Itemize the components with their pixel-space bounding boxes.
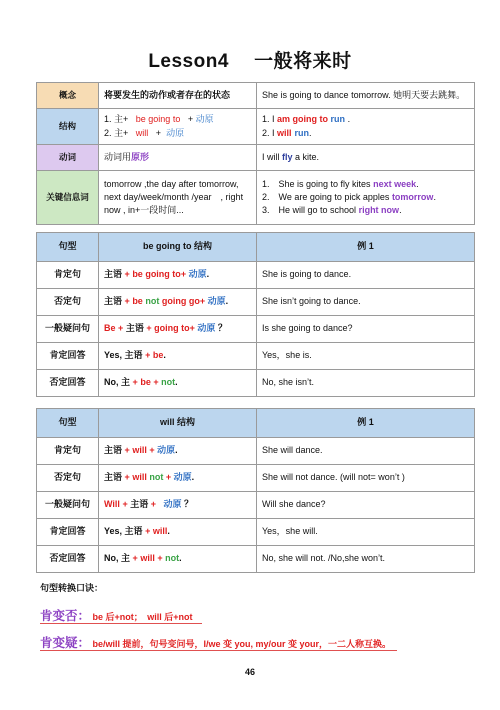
conversion-tips-heading: 句型转换口诀：	[40, 583, 104, 593]
table-row: 肯定回答 Yes, 主语 + will. Yes，she will.	[37, 519, 475, 546]
rule-text: be 后+not； will 后+not	[92, 612, 193, 622]
structure-examples	[257, 109, 475, 145]
structure-cell: Be + 主语 + going to+ 动原 ？	[99, 316, 257, 343]
rule-underline	[40, 623, 202, 624]
structure-example-1: 1. I am going to run .	[262, 114, 351, 125]
concept-label: 概念	[37, 83, 99, 109]
header-structure: be going to 结构	[99, 233, 257, 262]
table-row: 否定回答 No, 主 + be + not. No, she isn’t.	[37, 370, 475, 397]
affirmative-to-negative-rule	[40, 606, 193, 624]
concept-row	[37, 83, 475, 109]
rule-underline	[40, 650, 397, 651]
keywords-label: 关键信息词	[37, 171, 99, 225]
table-header	[37, 409, 475, 438]
table-row: 否定回答 No, 主 + will + not. No, she will not. /No,she won’t.	[37, 546, 475, 573]
be-going-to-table	[36, 232, 475, 397]
structure-row	[37, 109, 475, 145]
rule-text: be/will 提前，句号变问号，I/we 变 you, my/our 变 your，一二人称互换。	[92, 639, 392, 649]
rule-lead: 肯变疑：	[40, 636, 91, 650]
rule-lead: 肯变否：	[40, 609, 91, 623]
keywords-text: tomorrow ,the day after tomorrow, next day/week/month /year , right now , in+一段时间...	[99, 171, 257, 225]
structure-formulas	[99, 109, 257, 145]
formula-going-to: 1. 主+ be going to + 动原	[104, 114, 214, 125]
table-row: 肯定句 主语 + be going to+ 动原. She is going to dance.	[37, 262, 475, 289]
header-example: 例 1	[257, 409, 475, 438]
structure-cell: Yes, 主语 + be.	[99, 343, 257, 370]
verb-row	[37, 145, 475, 171]
header-sentence-type: 句型	[37, 233, 99, 262]
keywords-row	[37, 171, 475, 225]
verb-rule: 动词用原形	[99, 145, 257, 171]
keywords-examples	[257, 171, 475, 225]
table-row: 肯定回答 Yes, 主语 + be. Yes，she is.	[37, 343, 475, 370]
keyword-example-3: 3. He will go to school right now.	[262, 205, 402, 216]
verb-example: I will fly a kite.	[257, 145, 475, 171]
structure-cell: Yes, 主语 + will.	[99, 519, 257, 546]
formula-will: 2. 主+ will + 动原	[104, 127, 185, 138]
concept-example: She is going to dance tomorrow. 她明天要去跳舞。	[257, 83, 475, 109]
structure-cell: 主语 + will not + 动原.	[99, 465, 257, 492]
table-row: 否定句 主语 + will not + 动原. She will not dance. (will not= won’t )	[37, 465, 475, 492]
concept-meaning: 将要发生的动作或者存在的状态	[99, 83, 257, 109]
affirmative-to-question-rule	[40, 633, 391, 651]
keyword-example-1: 1. She is going to fly kites next week.	[262, 178, 419, 189]
table-row: 一般疑问句 Will + 主语 + 动原 ？ Will she dance?	[37, 492, 475, 519]
page-number: 46	[244, 667, 255, 677]
table-row: 肯定句 主语 + will + 动原. She will dance.	[37, 438, 475, 465]
structure-cell: 主语 + be going to+ 动原.	[99, 262, 257, 289]
verb-label: 动词	[37, 145, 99, 171]
page-title: Lesson4 一般将来时	[148, 51, 352, 72]
header-structure: will 结构	[99, 409, 257, 438]
header-sentence-type: 句型	[37, 409, 99, 438]
table-row: 一般疑问句 Be + 主语 + going to+ 动原 ？ Is she going to dance?	[37, 316, 475, 343]
overview-table	[36, 82, 475, 225]
structure-cell: Will + 主语 + 动原 ？	[99, 492, 257, 519]
header-example: 例 1	[257, 233, 475, 262]
structure-example-2: 2. I will run.	[262, 127, 312, 138]
structure-cell: 主语 + be not going go+ 动原.	[99, 289, 257, 316]
structure-cell: 主语 + will + 动原.	[99, 438, 257, 465]
table-header	[37, 233, 475, 262]
keyword-example-2: 2. We are going to pick apples tomorrow.	[262, 191, 436, 202]
will-table	[36, 408, 475, 573]
structure-cell: No, 主 + will + not.	[99, 546, 257, 573]
structure-label: 结构	[37, 109, 99, 145]
table-row: 否定句 主语 + be not going go+ 动原. She isn’t going to dance.	[37, 289, 475, 316]
structure-cell: No, 主 + be + not.	[99, 370, 257, 397]
